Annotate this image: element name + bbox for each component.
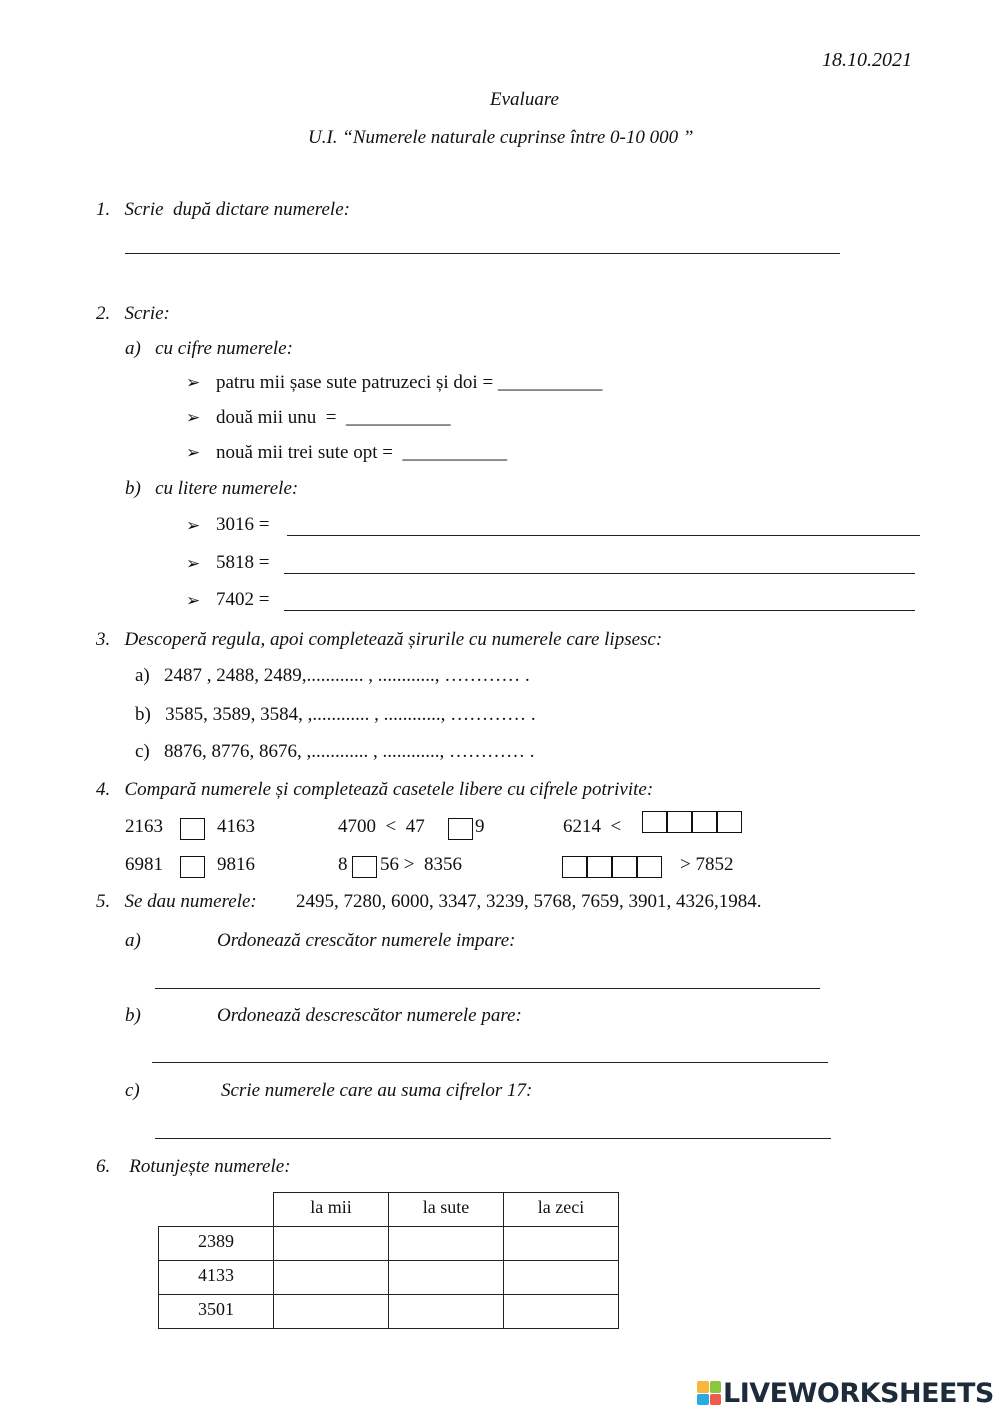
q3-item-b[interactable]: b) 3585, 3589, 3584, ,............ , ............, ………… . [135,704,536,725]
q4-digit-box-r2-2[interactable] [587,856,612,878]
arrow-bullet-icon: ➢ [186,443,201,462]
q5-b-text: Ordonează descrescător numerele pare: [217,1005,522,1026]
q4-digit-box-r2-3[interactable] [612,856,637,878]
q4-r1-right: 6214 < [563,816,622,837]
q4-r2-mid-b: 56 > 8356 [380,854,462,875]
q5-b-answer-line[interactable] [152,1062,828,1063]
q4-digit-box-1[interactable] [448,818,473,840]
q4-digit-box-r2-4[interactable] [637,856,662,878]
q2-b-answer-line-2[interactable] [284,573,915,574]
answer-cell[interactable] [504,1227,619,1261]
q4-digit-box-r1-4[interactable] [717,811,742,833]
q1-text: 1. Scrie după dictare numerele: [96,199,350,220]
q4-digit-box-r1-1[interactable] [642,811,667,833]
table-row-label: 3501 [159,1295,274,1329]
table-header-cell: la sute [389,1193,504,1227]
answer-cell[interactable] [389,1295,504,1329]
answer-cell[interactable] [274,1295,389,1329]
table-row [159,1295,619,1329]
table-header-cell: la mii [274,1193,389,1227]
q2-a-item-3[interactable]: nouă mii trei sute opt = ___________ [216,442,507,463]
liveworksheets-logo [697,1378,994,1408]
q2-text: 2. Scrie: [96,303,170,324]
q2-a-item-1[interactable]: patru mii șase sute patruzeci și doi = ___________ [216,372,603,393]
q5-a-letter: a) [125,930,141,951]
q5-a-answer-line[interactable] [155,988,820,989]
arrow-bullet-icon: ➢ [186,591,201,610]
q5-c-text: Scrie numerele care au suma cifrelor 17: [221,1080,533,1101]
q4-r1-mid: 4700 < 47 [338,816,425,837]
q4-r1-left-a: 2163 [125,816,163,837]
q4-r1-left-b: 4163 [217,816,255,837]
rounding-table [158,1192,619,1329]
q2-a-item-2[interactable]: două mii unu = ___________ [216,407,451,428]
table-header-cell: la zeci [504,1193,619,1227]
q3-item-a[interactable]: a) 2487 , 2488, 2489,............ , ............, ………… . [135,665,530,686]
liveworksheets-logo-icon [697,1381,721,1405]
table-corner-cell [159,1193,274,1227]
table-row [159,1261,619,1295]
q4-digit-box-r1-3[interactable] [692,811,717,833]
q4-r2-left-b: 9816 [217,854,255,875]
q2-b-label: b) cu litere numerele: [125,478,299,499]
q5-b-letter: b) [125,1005,141,1026]
q2-b-item-3: 7402 = [216,589,270,610]
q4-digit-box-2[interactable] [352,856,377,878]
q1-answer-line[interactable] [125,253,840,254]
q4-digit-box-r1-2[interactable] [667,811,692,833]
q5-c-answer-line[interactable] [155,1138,831,1139]
answer-cell[interactable] [504,1261,619,1295]
arrow-bullet-icon: ➢ [186,373,201,392]
arrow-bullet-icon: ➢ [186,516,201,535]
q2-b-item-2: 5818 = [216,552,270,573]
q5-numbers: 2495, 7280, 6000, 3347, 3239, 5768, 7659, 3901, 4326,1984. [296,891,762,912]
table-row [159,1227,619,1261]
q4-compare-box-2[interactable] [180,856,205,878]
q4-compare-box-1[interactable] [180,818,205,840]
arrow-bullet-icon: ➢ [186,408,201,427]
q4-r1-mid-end: 9 [475,816,485,837]
q2-b-answer-line-1[interactable] [287,535,920,536]
date: 18.10.2021 [822,49,912,71]
table-header-row [159,1193,619,1227]
table-row-label: 4133 [159,1261,274,1295]
q2-b-item-1: 3016 = [216,514,270,535]
q2-a-label: a) cu cifre numerele: [125,338,293,359]
q4-digit-box-r2-1[interactable] [562,856,587,878]
q4-r2-left-a: 6981 [125,854,163,875]
q6-text: 6. Rotunjește numerele: [96,1156,291,1177]
answer-cell[interactable] [274,1261,389,1295]
answer-cell[interactable] [504,1295,619,1329]
q5-a-text: Ordonează crescător numerele impare: [217,930,516,951]
q5-label: 5. Se dau numerele: [96,891,257,912]
q3-item-c[interactable]: c) 8876, 8776, 8676, ,............ , ............, ………… . [135,741,535,762]
brand-name: LIVEWORKSHEETS [723,1377,994,1409]
q4-text: 4. Compară numerele și completează casetele libere cu cifrele potrivite: [96,779,654,800]
q4-r2-mid-a: 8 [338,854,348,875]
table-row-label: 2389 [159,1227,274,1261]
q3-text: 3. Descoperă regula, apoi completează șirurile cu numerele care lipsesc: [96,629,663,650]
answer-cell[interactable] [274,1227,389,1261]
answer-cell[interactable] [389,1227,504,1261]
answer-cell[interactable] [389,1261,504,1295]
page-title: Evaluare [490,89,559,110]
q2-b-answer-line-3[interactable] [284,610,915,611]
q5-c-letter: c) [125,1080,140,1101]
arrow-bullet-icon: ➢ [186,554,201,573]
page-subtitle: U.I. “Numerele naturale cuprinse între 0-10 000 ” [308,127,694,148]
q4-r2-right: > 7852 [680,854,734,875]
